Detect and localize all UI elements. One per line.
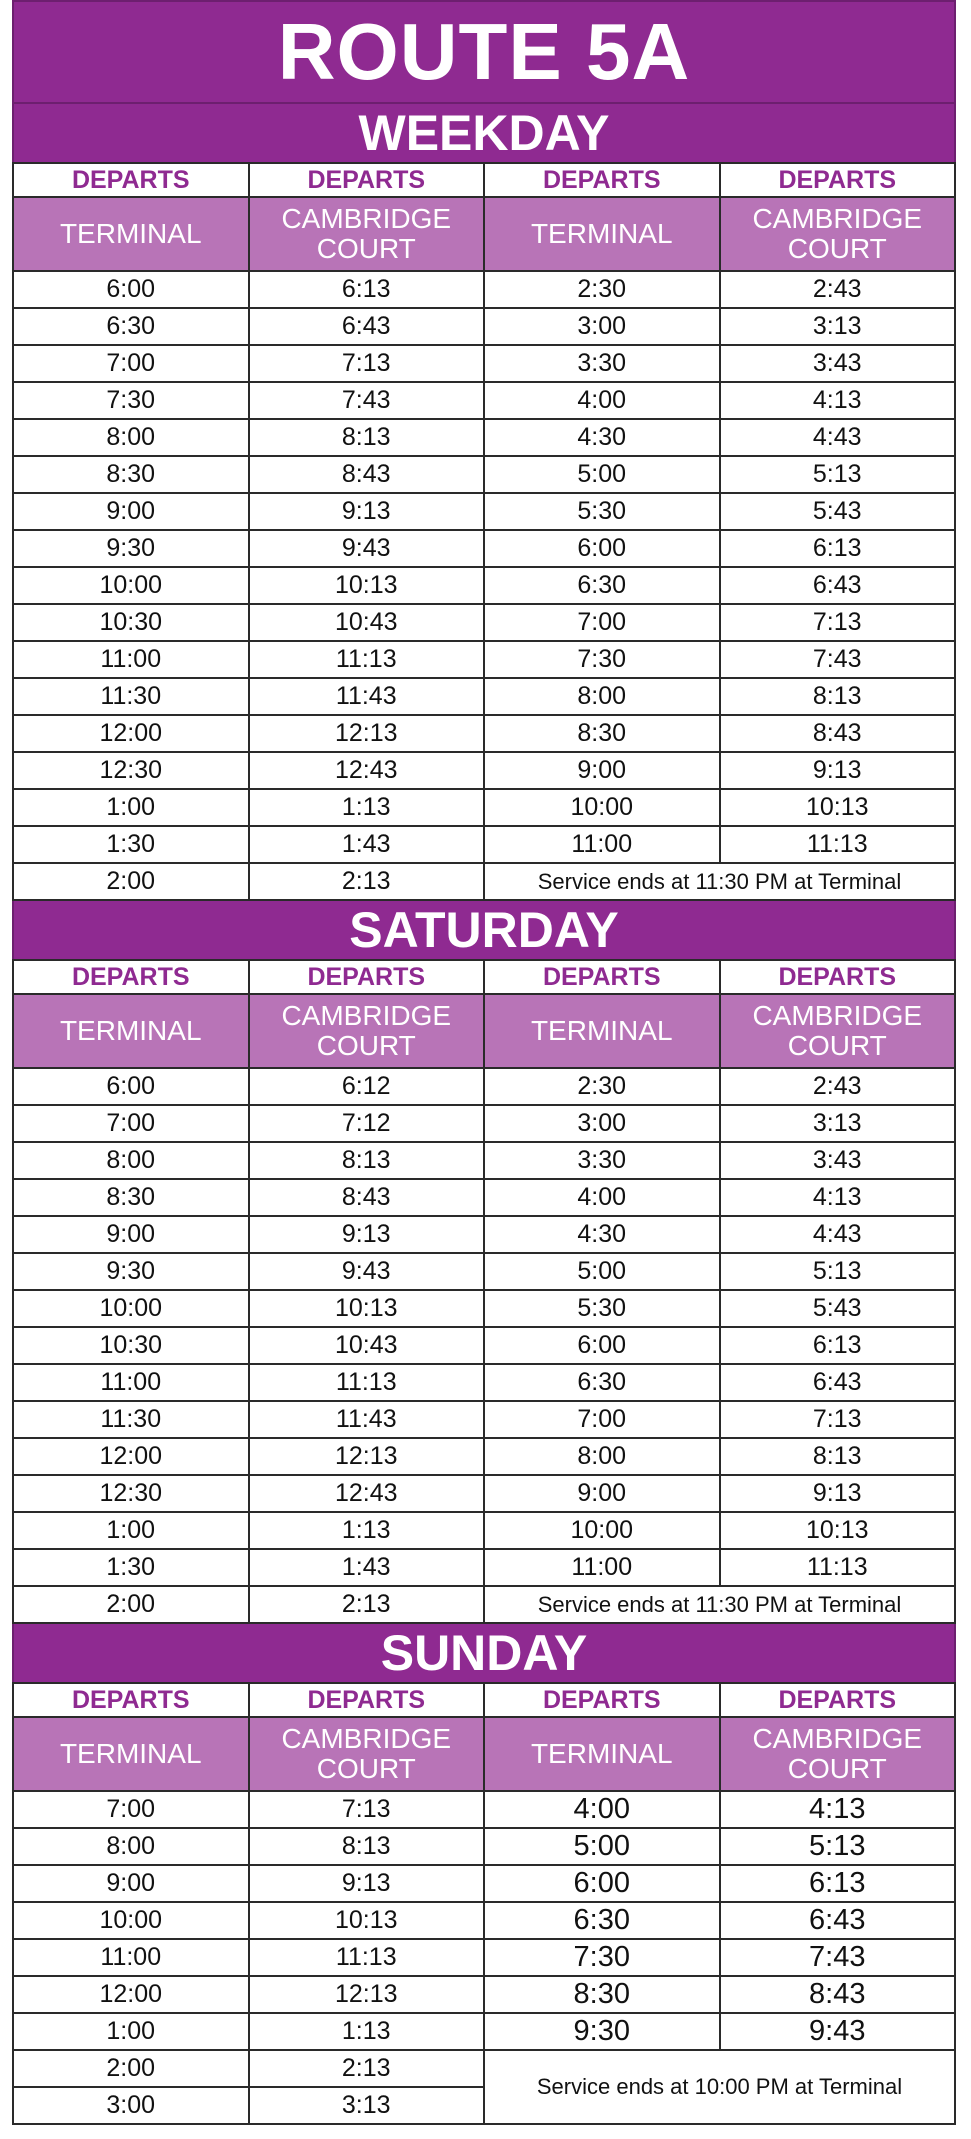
terminal-time: 12:00: [13, 715, 249, 752]
terminal-time: 8:00: [484, 1438, 720, 1475]
service-end-note: Service ends at 11:30 PM at Terminal: [484, 863, 955, 900]
terminal-time: 11:00: [484, 826, 720, 863]
stop-cambridge-court: [249, 197, 485, 271]
terminal-time: 6:00: [13, 1068, 249, 1105]
time-row: [13, 2013, 955, 2050]
cambridge-time: 8:13: [720, 678, 956, 715]
terminal-time: 6:30: [484, 567, 720, 604]
terminal-time: 7:30: [13, 382, 249, 419]
cambridge-time: 5:13: [720, 456, 956, 493]
departs-label: DEPARTS: [720, 163, 956, 197]
cambridge-time: 10:13: [249, 1902, 485, 1939]
terminal-time: 11:30: [13, 1401, 249, 1438]
terminal-time: 7:00: [484, 604, 720, 641]
terminal-time: 5:30: [484, 493, 720, 530]
stop-name-line: CAMBRIDGE: [281, 1723, 452, 1754]
stop-row: [13, 197, 955, 271]
terminal-time: 9:30: [13, 1253, 249, 1290]
cambridge-time: 6:13: [720, 1327, 956, 1364]
departs-label: DEPARTS: [13, 960, 249, 994]
terminal-time: 4:00: [484, 1179, 720, 1216]
terminal-time: 6:00: [484, 1865, 720, 1902]
cambridge-time: 7:13: [249, 345, 485, 382]
cambridge-time: 3:43: [720, 1142, 956, 1179]
cambridge-time: 11:13: [249, 1939, 485, 1976]
weekday-table: [12, 162, 956, 901]
cambridge-time: 4:43: [720, 1216, 956, 1253]
time-row: [13, 1216, 955, 1253]
time-row: [13, 530, 955, 567]
cambridge-time: 10:13: [720, 789, 956, 826]
terminal-time: 10:30: [13, 604, 249, 641]
terminal-time: 5:00: [484, 456, 720, 493]
time-row: [13, 1791, 955, 1828]
cambridge-time: 3:13: [720, 1105, 956, 1142]
terminal-time: 12:00: [13, 1976, 249, 2013]
departs-row: [13, 1683, 955, 1717]
terminal-time: 10:30: [13, 1327, 249, 1364]
terminal-time: 11:00: [484, 1549, 720, 1586]
cambridge-time: 10:13: [249, 1290, 485, 1327]
terminal-time: 8:30: [484, 715, 720, 752]
terminal-time: 8:00: [13, 419, 249, 456]
weekday-heading: WEEKDAY: [12, 104, 956, 162]
terminal-time: 9:00: [484, 752, 720, 789]
cambridge-time: 9:43: [249, 1253, 485, 1290]
stop-cambridge-court: [249, 1717, 485, 1791]
terminal-time: 2:00: [13, 2050, 249, 2087]
cambridge-time: 5:13: [720, 1253, 956, 1290]
time-row: [13, 1142, 955, 1179]
time-row: [13, 567, 955, 604]
terminal-time: 4:30: [484, 1216, 720, 1253]
time-row: [13, 345, 955, 382]
route-title: ROUTE 5A: [12, 0, 956, 104]
stop-name-line: CAMBRIDGE: [752, 1723, 923, 1754]
cambridge-time: 8:13: [720, 1438, 956, 1475]
terminal-time: 8:00: [484, 678, 720, 715]
cambridge-time: 7:13: [720, 1401, 956, 1438]
time-row: [13, 1179, 955, 1216]
time-row: [13, 863, 955, 900]
terminal-time: 6:00: [13, 271, 249, 308]
cambridge-time: 8:43: [249, 1179, 485, 1216]
time-row: [13, 493, 955, 530]
time-row: [13, 752, 955, 789]
terminal-time: 12:00: [13, 1438, 249, 1475]
cambridge-time: 11:43: [249, 678, 485, 715]
time-row: [13, 456, 955, 493]
departs-row: [13, 163, 955, 197]
sunday-heading: SUNDAY: [12, 1624, 956, 1682]
cambridge-time: 9:13: [249, 493, 485, 530]
departs-label: DEPARTS: [13, 1683, 249, 1717]
time-row: [13, 1549, 955, 1586]
cambridge-time: 1:13: [249, 1512, 485, 1549]
terminal-time: 3:00: [13, 2087, 249, 2124]
terminal-time: 10:00: [13, 1902, 249, 1939]
terminal-time: 1:00: [13, 789, 249, 826]
departs-label: DEPARTS: [249, 1683, 485, 1717]
stop-name-line: COURT: [787, 233, 887, 264]
terminal-time: 6:00: [484, 530, 720, 567]
time-row: [13, 308, 955, 345]
stop-name-line: CAMBRIDGE: [281, 203, 452, 234]
cambridge-time: 8:13: [249, 419, 485, 456]
schedule-frame: [12, 0, 956, 2125]
time-row: [13, 604, 955, 641]
terminal-time: 3:30: [484, 345, 720, 382]
time-row: [13, 641, 955, 678]
cambridge-time: 5:43: [720, 1290, 956, 1327]
cambridge-time: 7:43: [720, 641, 956, 678]
stop-name-line: COURT: [787, 1753, 887, 1784]
cambridge-time: 9:13: [720, 752, 956, 789]
time-row: [13, 1512, 955, 1549]
stop-name-line: CAMBRIDGE: [752, 203, 923, 234]
time-row: [13, 678, 955, 715]
service-end-note: Service ends at 11:30 PM at Terminal: [484, 1586, 955, 1623]
stop-cambridge-court: [720, 1717, 956, 1791]
terminal-time: 2:00: [13, 1586, 249, 1623]
terminal-time: 2:00: [13, 863, 249, 900]
cambridge-time: 5:43: [720, 493, 956, 530]
time-row: [13, 715, 955, 752]
time-row: [13, 1401, 955, 1438]
terminal-time: 11:00: [13, 641, 249, 678]
time-row: [13, 382, 955, 419]
stop-terminal: TERMINAL: [13, 197, 249, 271]
cambridge-time: 6:43: [720, 567, 956, 604]
terminal-time: 12:30: [13, 1475, 249, 1512]
cambridge-time: 12:13: [249, 1976, 485, 2013]
terminal-time: 7:00: [13, 345, 249, 382]
stop-terminal: TERMINAL: [484, 994, 720, 1068]
cambridge-time: 11:13: [249, 1364, 485, 1401]
terminal-time: 9:30: [13, 530, 249, 567]
stop-name-line: CAMBRIDGE: [752, 1000, 923, 1031]
cambridge-time: 2:43: [720, 1068, 956, 1105]
terminal-time: 6:30: [13, 308, 249, 345]
terminal-time: 11:00: [13, 1364, 249, 1401]
cambridge-time: 2:13: [249, 863, 485, 900]
cambridge-time: 1:43: [249, 826, 485, 863]
cambridge-time: 8:13: [249, 1828, 485, 1865]
terminal-time: 10:00: [484, 789, 720, 826]
cambridge-time: 8:13: [249, 1142, 485, 1179]
cambridge-time: 4:13: [720, 382, 956, 419]
terminal-time: 7:30: [484, 641, 720, 678]
cambridge-time: 4:13: [720, 1791, 956, 1828]
stop-cambridge-court: [720, 994, 956, 1068]
time-row: [13, 789, 955, 826]
terminal-time: 8:00: [13, 1142, 249, 1179]
departs-label: DEPARTS: [249, 163, 485, 197]
terminal-time: 7:30: [484, 1939, 720, 1976]
cambridge-time: 10:43: [249, 1327, 485, 1364]
stop-terminal: TERMINAL: [13, 994, 249, 1068]
departs-label: DEPARTS: [720, 960, 956, 994]
terminal-time: 1:30: [13, 1549, 249, 1586]
time-row: [13, 2050, 955, 2087]
stop-cambridge-court: [720, 197, 956, 271]
departs-label: DEPARTS: [720, 1683, 956, 1717]
cambridge-time: 11:13: [249, 641, 485, 678]
terminal-time: 3:00: [484, 308, 720, 345]
stop-row: [13, 1717, 955, 1791]
stop-name-line: COURT: [787, 1030, 887, 1061]
time-row: [13, 1253, 955, 1290]
stop-terminal: TERMINAL: [484, 197, 720, 271]
terminal-time: 2:30: [484, 271, 720, 308]
cambridge-time: 10:13: [720, 1512, 956, 1549]
time-row: [13, 419, 955, 456]
cambridge-time: 10:43: [249, 604, 485, 641]
stop-terminal: TERMINAL: [484, 1717, 720, 1791]
time-row: [13, 1828, 955, 1865]
cambridge-time: 6:43: [720, 1364, 956, 1401]
cambridge-time: 3:13: [720, 308, 956, 345]
departs-label: DEPARTS: [484, 163, 720, 197]
stop-row: [13, 994, 955, 1068]
time-row: [13, 1865, 955, 1902]
cambridge-time: 9:43: [249, 530, 485, 567]
cambridge-time: 8:43: [249, 456, 485, 493]
terminal-time: 1:00: [13, 2013, 249, 2050]
terminal-time: 1:30: [13, 826, 249, 863]
cambridge-time: 10:13: [249, 567, 485, 604]
cambridge-time: 6:13: [720, 1865, 956, 1902]
terminal-time: 9:00: [13, 493, 249, 530]
terminal-time: 8:00: [13, 1828, 249, 1865]
terminal-time: 8:30: [13, 1179, 249, 1216]
cambridge-time: 12:13: [249, 1438, 485, 1475]
departs-row: [13, 960, 955, 994]
cambridge-time: 11:43: [249, 1401, 485, 1438]
terminal-time: 9:00: [13, 1216, 249, 1253]
terminal-time: 3:30: [484, 1142, 720, 1179]
terminal-time: 11:00: [13, 1939, 249, 1976]
time-row: [13, 271, 955, 308]
terminal-time: 10:00: [484, 1512, 720, 1549]
terminal-time: 8:30: [13, 456, 249, 493]
cambridge-time: 4:13: [720, 1179, 956, 1216]
terminal-time: 6:00: [484, 1327, 720, 1364]
departs-label: DEPARTS: [13, 163, 249, 197]
cambridge-time: 7:12: [249, 1105, 485, 1142]
cambridge-time: 12:13: [249, 715, 485, 752]
cambridge-time: 1:13: [249, 2013, 485, 2050]
terminal-time: 10:00: [13, 567, 249, 604]
cambridge-time: 7:43: [249, 382, 485, 419]
terminal-time: 1:00: [13, 1512, 249, 1549]
cambridge-time: 9:43: [720, 2013, 956, 2050]
time-row: [13, 1475, 955, 1512]
cambridge-time: 7:13: [720, 604, 956, 641]
terminal-time: 3:00: [484, 1105, 720, 1142]
cambridge-time: 7:43: [720, 1939, 956, 1976]
stop-terminal: TERMINAL: [13, 1717, 249, 1791]
time-row: [13, 1438, 955, 1475]
sunday-table: [12, 1682, 956, 2125]
cambridge-time: 1:43: [249, 1549, 485, 1586]
cambridge-time: 9:13: [249, 1216, 485, 1253]
departs-label: DEPARTS: [484, 960, 720, 994]
cambridge-time: 6:12: [249, 1068, 485, 1105]
cambridge-time: 12:43: [249, 752, 485, 789]
service-end-note: Service ends at 10:00 PM at Terminal: [484, 2050, 955, 2124]
saturday-heading: SATURDAY: [12, 901, 956, 959]
cambridge-time: 4:43: [720, 419, 956, 456]
terminal-time: 5:00: [484, 1253, 720, 1290]
time-row: [13, 1586, 955, 1623]
cambridge-time: 2:13: [249, 2050, 485, 2087]
time-row: [13, 1290, 955, 1327]
cambridge-time: 2:43: [720, 271, 956, 308]
terminal-time: 6:30: [484, 1364, 720, 1401]
terminal-time: 5:30: [484, 1290, 720, 1327]
stop-cambridge-court: [249, 994, 485, 1068]
cambridge-time: 6:43: [720, 1902, 956, 1939]
terminal-time: 5:00: [484, 1828, 720, 1865]
cambridge-time: 7:13: [249, 1791, 485, 1828]
cambridge-time: 12:43: [249, 1475, 485, 1512]
terminal-time: 2:30: [484, 1068, 720, 1105]
terminal-time: 4:00: [484, 382, 720, 419]
cambridge-time: 6:13: [720, 530, 956, 567]
cambridge-time: 6:43: [249, 308, 485, 345]
terminal-time: 4:00: [484, 1791, 720, 1828]
cambridge-time: 11:13: [720, 1549, 956, 1586]
cambridge-time: 2:13: [249, 1586, 485, 1623]
cambridge-time: 11:13: [720, 826, 956, 863]
terminal-time: 6:30: [484, 1902, 720, 1939]
cambridge-time: 3:13: [249, 2087, 485, 2124]
stop-name-line: COURT: [316, 1753, 416, 1784]
cambridge-time: 3:43: [720, 345, 956, 382]
cambridge-time: 1:13: [249, 789, 485, 826]
terminal-time: 4:30: [484, 419, 720, 456]
terminal-time: 8:30: [484, 1976, 720, 2013]
time-row: [13, 1976, 955, 2013]
time-row: [13, 1327, 955, 1364]
time-row: [13, 826, 955, 863]
terminal-time: 9:30: [484, 2013, 720, 2050]
terminal-time: 7:00: [13, 1105, 249, 1142]
time-row: [13, 1068, 955, 1105]
terminal-time: 9:00: [484, 1475, 720, 1512]
cambridge-time: 8:43: [720, 1976, 956, 2013]
terminal-time: 10:00: [13, 1290, 249, 1327]
time-row: [13, 1105, 955, 1142]
terminal-time: 9:00: [13, 1865, 249, 1902]
cambridge-time: 9:13: [249, 1865, 485, 1902]
terminal-time: 7:00: [13, 1791, 249, 1828]
departs-label: DEPARTS: [249, 960, 485, 994]
time-row: [13, 1902, 955, 1939]
cambridge-time: 5:13: [720, 1828, 956, 1865]
saturday-table: [12, 959, 956, 1624]
stop-name-line: COURT: [316, 1030, 416, 1061]
cambridge-time: 8:43: [720, 715, 956, 752]
time-row: [13, 1364, 955, 1401]
stop-name-line: COURT: [316, 233, 416, 264]
terminal-time: 12:30: [13, 752, 249, 789]
departs-label: DEPARTS: [484, 1683, 720, 1717]
terminal-time: 7:00: [484, 1401, 720, 1438]
terminal-time: 11:30: [13, 678, 249, 715]
cambridge-time: 9:13: [720, 1475, 956, 1512]
stop-name-line: CAMBRIDGE: [281, 1000, 452, 1031]
cambridge-time: 6:13: [249, 271, 485, 308]
time-row: [13, 1939, 955, 1976]
